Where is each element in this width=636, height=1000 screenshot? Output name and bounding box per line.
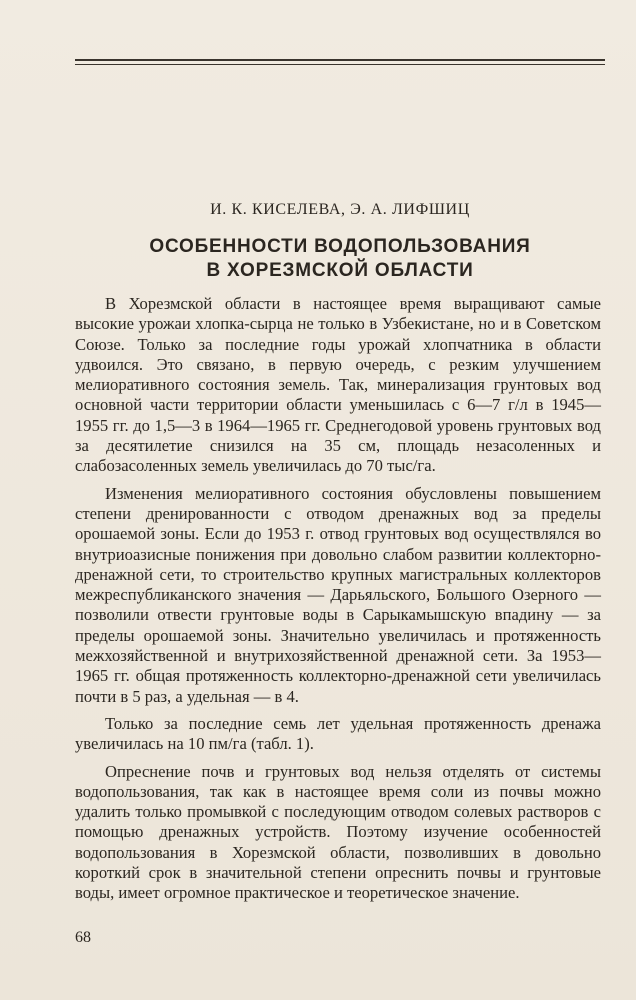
title-line-1: ОСОБЕННОСТИ ВОДОПОЛЬЗОВАНИЯ — [149, 236, 531, 257]
article-body — [75, 294, 601, 904]
top-rule — [75, 59, 605, 61]
paragraph-2: Изменения мелиоративного состояния обусловлены повышением степени дренированности с отводом дренажных вод за пределы орошаемой зоны. Если до 1953 г. отвод грунтовых вод осуществлялся во внутриоазисные понижения при довольно слабом развитии коллекторно-дренажной сети, то строительство крупных магистральных коллекторов межреспубликанского значения — Дарьяльского, Большого Озерного — позволили отвести грунтовые воды в Сарыкамышскую впадину — за пределы орошаемой зоны. Значительно увеличилась и протяженность межхозяйственной и внутрихозяйственной дренажной сети. За 1953—1965 гг. общая протяженность коллекторно-дренажной сети увеличилась почти в 5 раз, а удельная — в 4. — [75, 483, 601, 706]
top-rule-thin — [75, 64, 605, 65]
article-title — [75, 235, 605, 283]
paragraph-3: Только за последние семь лет удельная протяженность дренажа увеличилась на 10 пм/га (табл. 1). — [75, 713, 601, 754]
article-authors: И. К. КИСЕЛЕВА, Э. А. ЛИФШИЦ — [210, 201, 470, 218]
page-number: 68 — [75, 929, 91, 946]
paragraph-1: В Хорезмской области в настоящее время выращивают самые высокие урожаи хлопка-сырца не только в Узбекистане, но и в Советском Союзе. Только за последние годы урожай хлопчатника в области удвоился. Это связано, в первую очередь, с резким улучшением мелиоративного состояния земель. Так, минерализация грунтовых вод основной части территории области уменьшилась с 6—7 г/л в 1945—1955 гг. до 1,5—3 в 1964—1965 гг. Среднегодовой уровень грунтовых вод за десятилетие снизился на 35 см, площадь незасоленных и слабозасоленных земель увеличилась до 70 тыс/га. — [75, 294, 601, 476]
title-line-2: В ХОРЕЗМСКОЙ ОБЛАСТИ — [206, 260, 474, 281]
paragraph-4: Опреснение почв и грунтовых вод нельзя отделять от системы водопользования, так как в настоящее время соли из почвы можно удалить только промывкой с последующим отводом солевых растворов с помощью дренажных устройств. Поэтому изучение особенностей водопользования в Хорезмской области, позволивших в довольно короткий срок в значительной степени опреснить почвы и грунтовые воды, имеет огромное практическое и теоретическое значение. — [75, 761, 601, 903]
